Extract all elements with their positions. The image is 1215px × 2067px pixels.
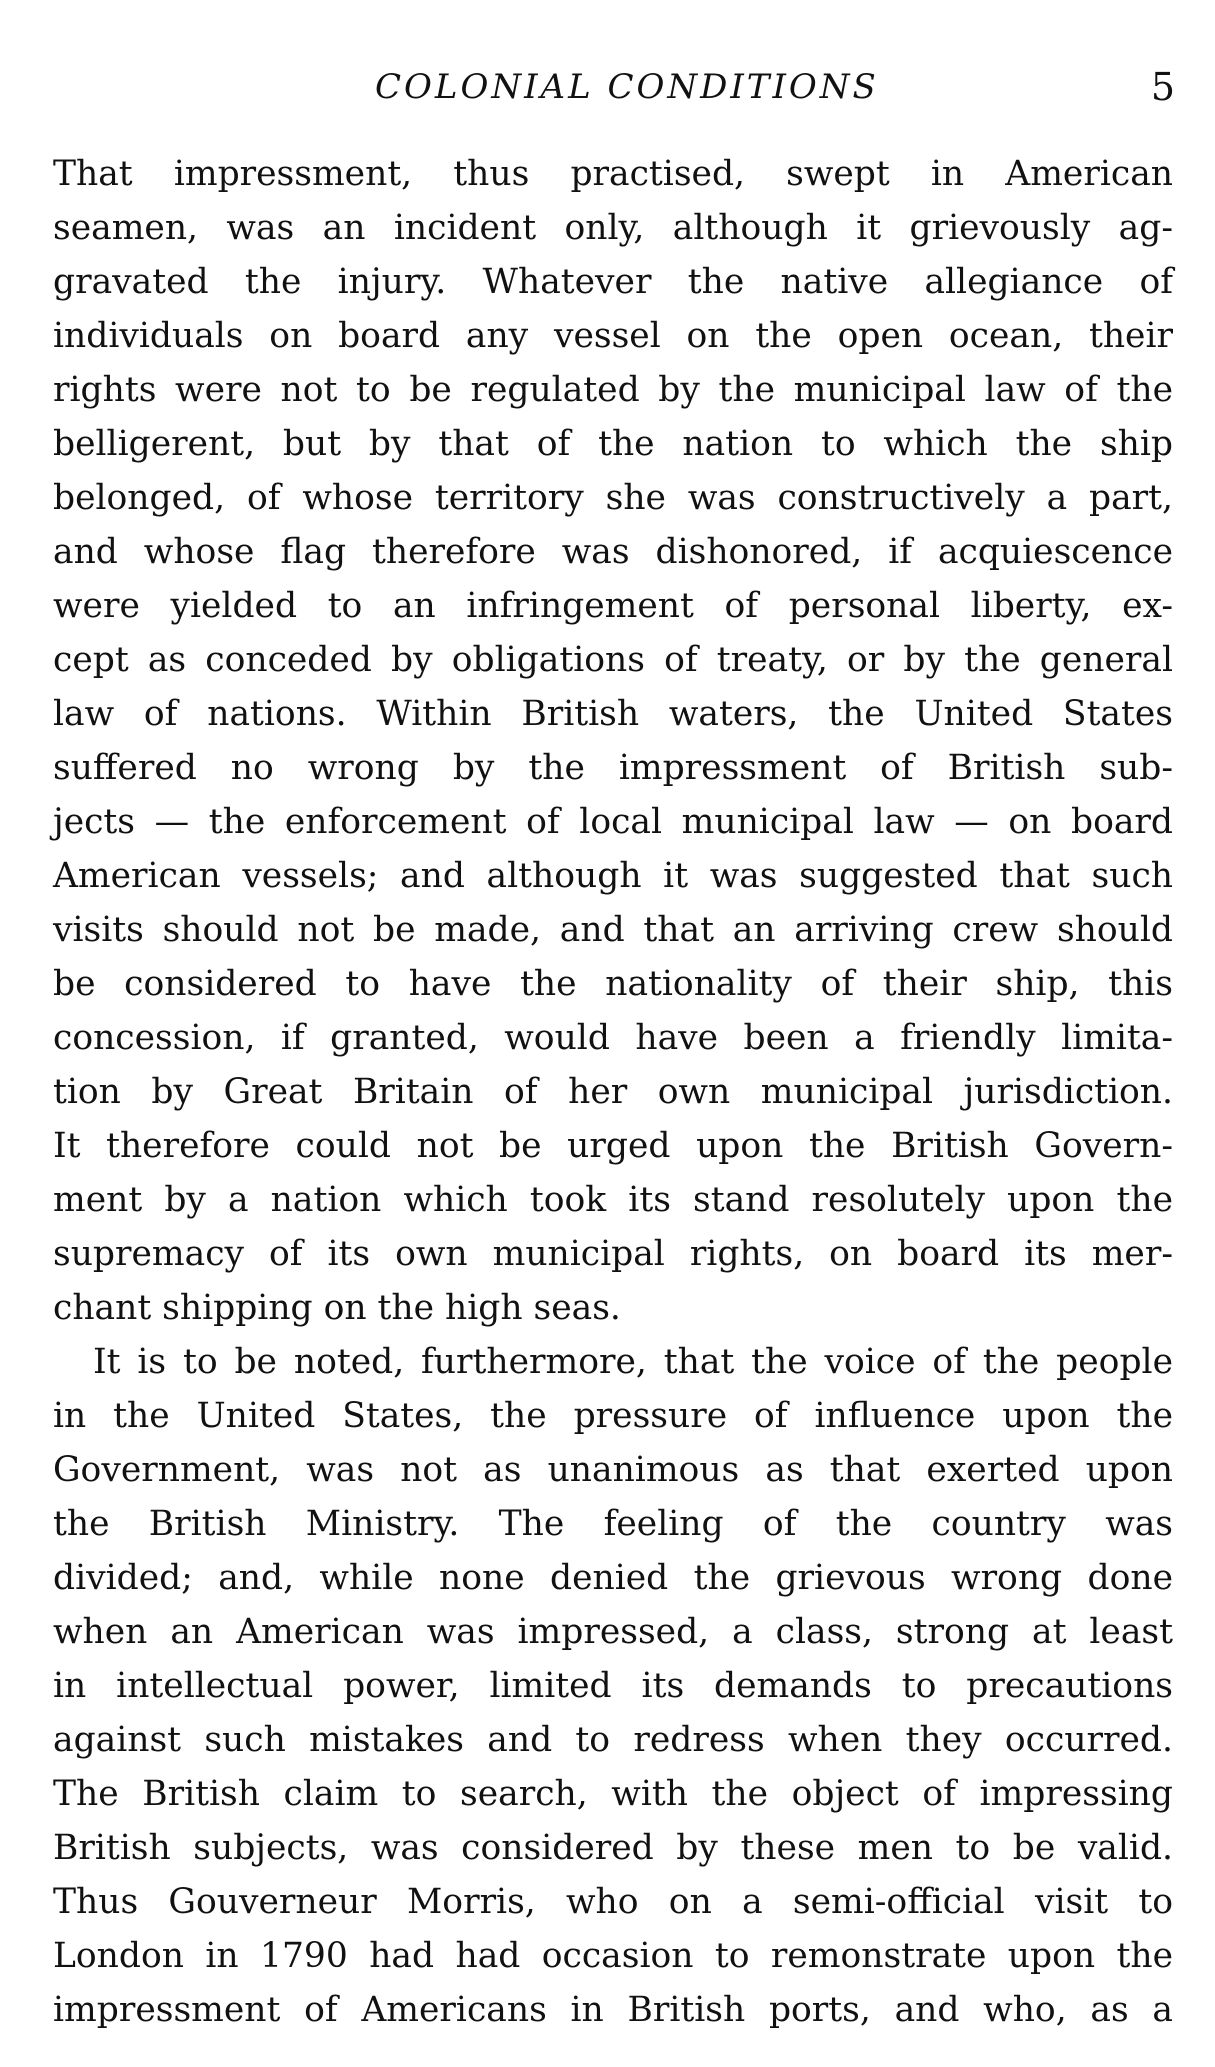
text-line: supremacy of its own municipal rights, on board its mer-: [53, 1234, 1173, 1274]
text-line: Thus Gouverneur Morris, who on a semi-official visit to: [53, 1882, 1173, 1922]
text-line: impressment of Americans in British ports, and who, as a: [53, 1990, 1173, 2030]
text-line: American vessels; and although it was suggested that such: [53, 856, 1173, 896]
text-line: belligerent, but by that of the nation to which the ship: [53, 424, 1173, 464]
text-line: belonged, of whose territory she was constructively a part,: [53, 478, 1173, 518]
page-number: 5: [1150, 65, 1175, 109]
text-line: Government, was not as unanimous as that exerted upon: [53, 1450, 1173, 1490]
paragraph-2: [53, 1335, 1173, 2037]
running-title: COLONIAL CONDITIONS: [375, 67, 879, 107]
text-line: seamen, was an incident only, although it grievously ag-: [53, 208, 1173, 248]
running-head: [0, 62, 1215, 112]
text-line: in intellectual power, limited its demands to precautions: [53, 1666, 1173, 1706]
text-line: jects — the enforcement of local municipal law — on board: [53, 802, 1173, 842]
text-line: chant shipping on the high seas.: [53, 1288, 621, 1328]
text-line: against such mistakes and to redress when they occurred.: [53, 1720, 1173, 1760]
text-line: when an American was impressed, a class, strong at least: [53, 1612, 1173, 1652]
body-text: [53, 147, 1173, 2037]
text-line: rights were not to be regulated by the municipal law of the: [53, 370, 1173, 410]
text-line: It therefore could not be urged upon the British Govern-: [53, 1126, 1173, 1166]
text-line: British subjects, was considered by these men to be valid.: [53, 1828, 1173, 1868]
text-line: ment by a nation which took its stand resolutely upon the: [53, 1180, 1173, 1220]
text-line: tion by Great Britain of her own municipal jurisdiction.: [53, 1072, 1173, 1112]
text-line: divided; and, while none denied the grievous wrong done: [53, 1558, 1173, 1598]
text-line: gravated the injury. Whatever the native allegiance of: [53, 262, 1173, 302]
text-line: the British Ministry. The feeling of the country was: [53, 1504, 1173, 1544]
text-line: concession, if granted, would have been a friendly limita-: [53, 1018, 1173, 1058]
text-line: The British claim to search, with the object of impressing: [53, 1774, 1173, 1814]
text-line: individuals on board any vessel on the open ocean, their: [53, 316, 1173, 356]
text-line: It is to be noted, furthermore, that the voice of the people: [93, 1342, 1173, 1382]
text-line: suffered no wrong by the impressment of British sub-: [53, 748, 1173, 788]
text-line: law of nations. Within British waters, the United States: [53, 694, 1173, 734]
text-line: cept as conceded by obligations of treaty, or by the general: [53, 640, 1173, 680]
text-line: were yielded to an infringement of personal liberty, ex-: [53, 586, 1173, 626]
text-line: be considered to have the nationality of their ship, this: [53, 964, 1173, 1004]
text-line: and whose flag therefore was dishonored, if acquiescence: [53, 532, 1173, 572]
text-line: visits should not be made, and that an arriving crew should: [53, 910, 1173, 950]
text-line: London in 1790 had had occasion to remonstrate upon the: [53, 1936, 1173, 1976]
text-line: That impressment, thus practised, swept in American: [53, 154, 1173, 194]
text-line: in the United States, the pressure of influence upon the: [53, 1396, 1173, 1436]
paragraph-1: [53, 147, 1173, 1335]
